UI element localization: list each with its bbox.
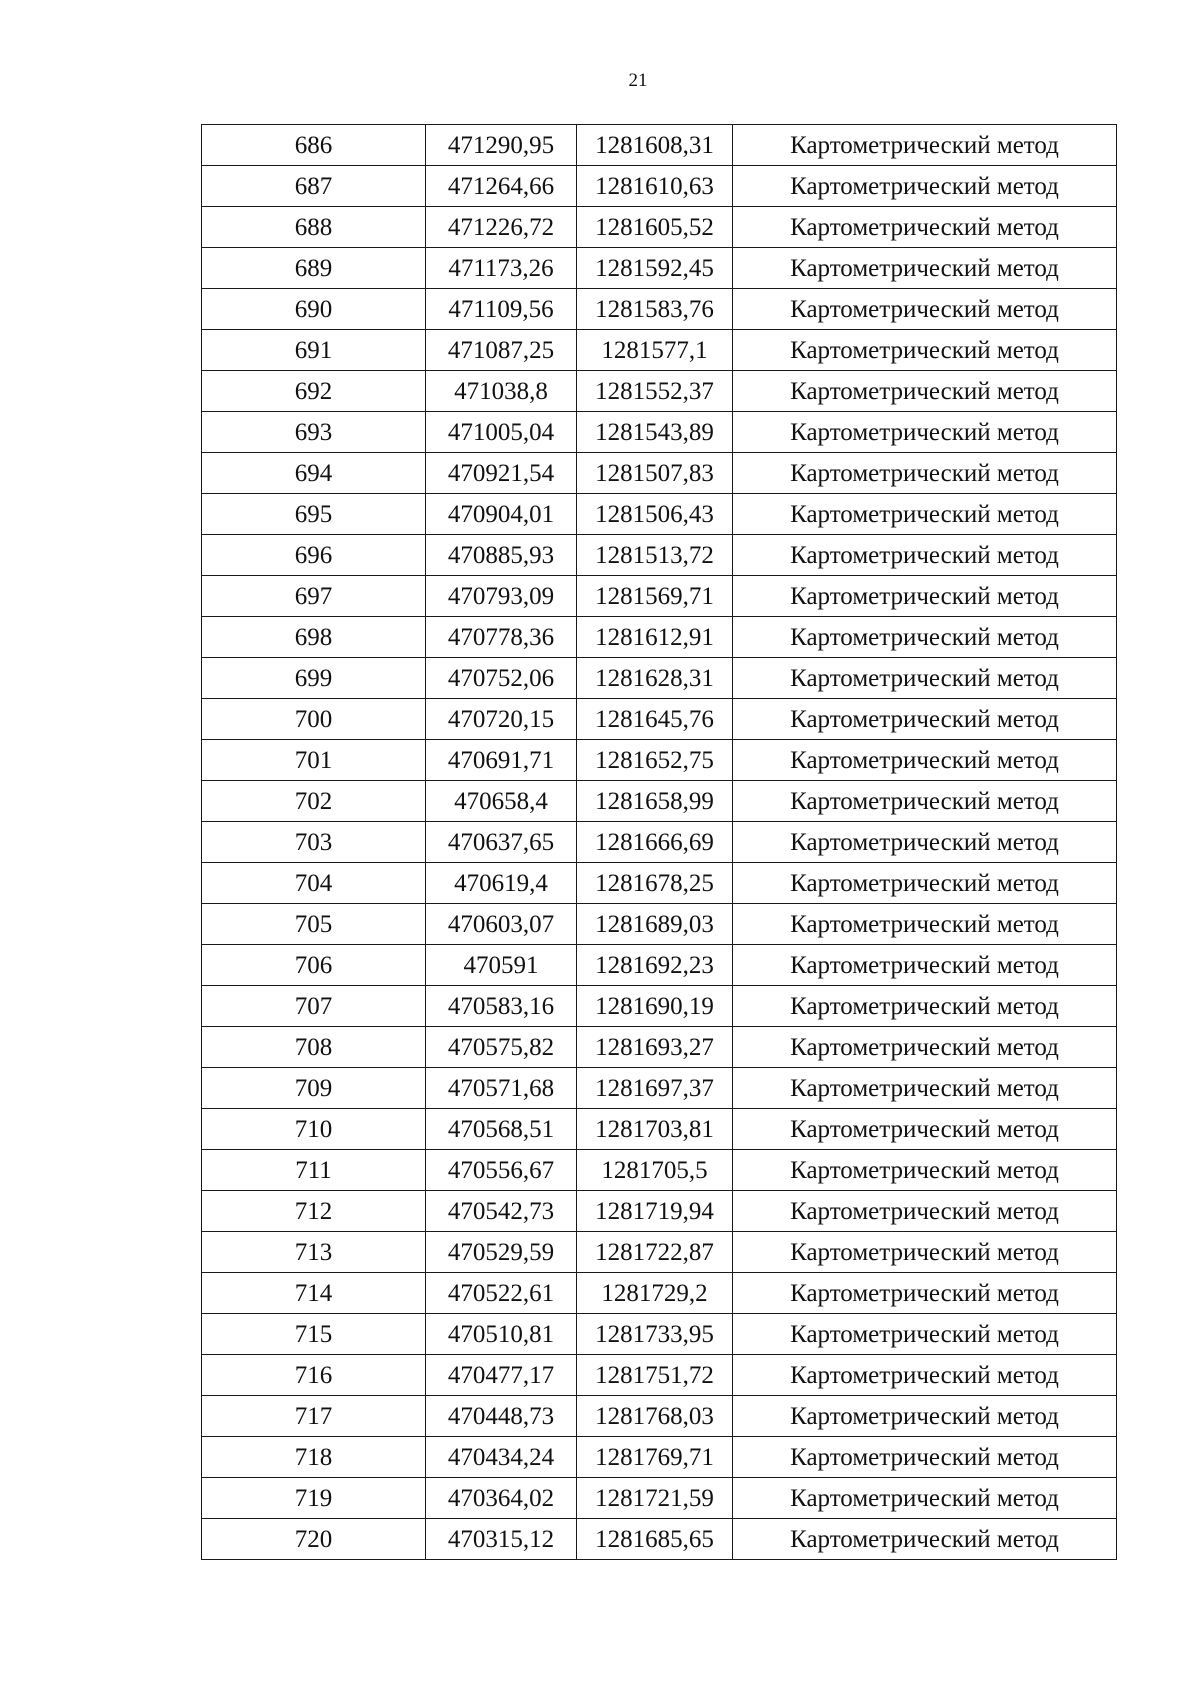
point-number-cell: 697 [202, 576, 426, 617]
table-row [202, 1191, 1117, 1232]
table-row [202, 658, 1117, 699]
x-coordinate-cell: 470591 [426, 945, 577, 986]
y-coordinate-cell: 1281693,27 [577, 1027, 733, 1068]
point-number-cell: 693 [202, 412, 426, 453]
point-number-cell: 704 [202, 863, 426, 904]
table-row [202, 576, 1117, 617]
method-cell: Картометрический метод [733, 699, 1117, 740]
y-coordinate-cell: 1281605,52 [577, 207, 733, 248]
method-cell: Картометрический метод [733, 1068, 1117, 1109]
table-row [202, 986, 1117, 1027]
x-coordinate-cell: 470542,73 [426, 1191, 577, 1232]
point-number-cell: 717 [202, 1396, 426, 1437]
table-row [202, 1478, 1117, 1519]
method-cell: Картометрический метод [733, 617, 1117, 658]
method-cell: Картометрический метод [733, 289, 1117, 330]
y-coordinate-cell: 1281768,03 [577, 1396, 733, 1437]
point-number-cell: 691 [202, 330, 426, 371]
method-cell: Картометрический метод [733, 1150, 1117, 1191]
table-row [202, 699, 1117, 740]
table-row [202, 166, 1117, 207]
method-cell: Картометрический метод [733, 822, 1117, 863]
method-cell: Картометрический метод [733, 125, 1117, 166]
point-number-cell: 692 [202, 371, 426, 412]
method-cell: Картометрический метод [733, 494, 1117, 535]
y-coordinate-cell: 1281751,72 [577, 1355, 733, 1396]
method-cell: Картометрический метод [733, 1027, 1117, 1068]
x-coordinate-cell: 471087,25 [426, 330, 577, 371]
x-coordinate-cell: 470619,4 [426, 863, 577, 904]
y-coordinate-cell: 1281513,72 [577, 535, 733, 576]
table-row [202, 535, 1117, 576]
x-coordinate-cell: 470752,06 [426, 658, 577, 699]
method-cell: Картометрический метод [733, 576, 1117, 617]
x-coordinate-cell: 470885,93 [426, 535, 577, 576]
x-coordinate-cell: 470315,12 [426, 1519, 577, 1560]
x-coordinate-cell: 470477,17 [426, 1355, 577, 1396]
table-row [202, 617, 1117, 658]
point-number-cell: 710 [202, 1109, 426, 1150]
method-cell: Картометрический метод [733, 1437, 1117, 1478]
y-coordinate-cell: 1281692,23 [577, 945, 733, 986]
y-coordinate-cell: 1281705,5 [577, 1150, 733, 1191]
y-coordinate-cell: 1281703,81 [577, 1109, 733, 1150]
y-coordinate-cell: 1281552,37 [577, 371, 733, 412]
y-coordinate-cell: 1281577,1 [577, 330, 733, 371]
y-coordinate-cell: 1281721,59 [577, 1478, 733, 1519]
point-number-cell: 705 [202, 904, 426, 945]
point-number-cell: 690 [202, 289, 426, 330]
table-row [202, 781, 1117, 822]
y-coordinate-cell: 1281543,89 [577, 412, 733, 453]
y-coordinate-cell: 1281506,43 [577, 494, 733, 535]
point-number-cell: 707 [202, 986, 426, 1027]
table-row [202, 1314, 1117, 1355]
method-cell: Картометрический метод [733, 781, 1117, 822]
table-row [202, 453, 1117, 494]
x-coordinate-cell: 470637,65 [426, 822, 577, 863]
table-row [202, 371, 1117, 412]
x-coordinate-cell: 470778,36 [426, 617, 577, 658]
table-row [202, 1232, 1117, 1273]
method-cell: Картометрический метод [733, 658, 1117, 699]
method-cell: Картометрический метод [733, 330, 1117, 371]
x-coordinate-cell: 470691,71 [426, 740, 577, 781]
method-cell: Картометрический метод [733, 1109, 1117, 1150]
y-coordinate-cell: 1281722,87 [577, 1232, 733, 1273]
point-number-cell: 716 [202, 1355, 426, 1396]
point-number-cell: 699 [202, 658, 426, 699]
y-coordinate-cell: 1281733,95 [577, 1314, 733, 1355]
point-number-cell: 719 [202, 1478, 426, 1519]
method-cell: Картометрический метод [733, 535, 1117, 576]
x-coordinate-cell: 470568,51 [426, 1109, 577, 1150]
point-number-cell: 703 [202, 822, 426, 863]
table-row [202, 412, 1117, 453]
x-coordinate-cell: 470603,07 [426, 904, 577, 945]
y-coordinate-cell: 1281612,91 [577, 617, 733, 658]
table-row [202, 1396, 1117, 1437]
table-row [202, 1068, 1117, 1109]
table-row [202, 1150, 1117, 1191]
point-number-cell: 696 [202, 535, 426, 576]
x-coordinate-cell: 470904,01 [426, 494, 577, 535]
y-coordinate-cell: 1281697,37 [577, 1068, 733, 1109]
method-cell: Картометрический метод [733, 248, 1117, 289]
point-number-cell: 694 [202, 453, 426, 494]
point-number-cell: 709 [202, 1068, 426, 1109]
x-coordinate-cell: 470793,09 [426, 576, 577, 617]
table-row [202, 1027, 1117, 1068]
point-number-cell: 698 [202, 617, 426, 658]
x-coordinate-cell: 470364,02 [426, 1478, 577, 1519]
x-coordinate-cell: 471109,56 [426, 289, 577, 330]
table-row [202, 1355, 1117, 1396]
x-coordinate-cell: 470575,82 [426, 1027, 577, 1068]
x-coordinate-cell: 470434,24 [426, 1437, 577, 1478]
table-row [202, 1437, 1117, 1478]
table-row [202, 822, 1117, 863]
method-cell: Картометрический метод [733, 1396, 1117, 1437]
table-row [202, 945, 1117, 986]
coordinates-table [201, 124, 1117, 1560]
x-coordinate-cell: 470921,54 [426, 453, 577, 494]
x-coordinate-cell: 471173,26 [426, 248, 577, 289]
point-number-cell: 713 [202, 1232, 426, 1273]
point-number-cell: 706 [202, 945, 426, 986]
x-coordinate-cell: 470658,4 [426, 781, 577, 822]
method-cell: Картометрический метод [733, 986, 1117, 1027]
method-cell: Картометрический метод [733, 371, 1117, 412]
table-row [202, 207, 1117, 248]
y-coordinate-cell: 1281583,76 [577, 289, 733, 330]
method-cell: Картометрический метод [733, 945, 1117, 986]
point-number-cell: 695 [202, 494, 426, 535]
y-coordinate-cell: 1281690,19 [577, 986, 733, 1027]
y-coordinate-cell: 1281628,31 [577, 658, 733, 699]
table-row [202, 1109, 1117, 1150]
x-coordinate-cell: 471005,04 [426, 412, 577, 453]
method-cell: Картометрический метод [733, 166, 1117, 207]
y-coordinate-cell: 1281729,2 [577, 1273, 733, 1314]
x-coordinate-cell: 470556,67 [426, 1150, 577, 1191]
method-cell: Картометрический метод [733, 1232, 1117, 1273]
x-coordinate-cell: 470522,61 [426, 1273, 577, 1314]
y-coordinate-cell: 1281678,25 [577, 863, 733, 904]
y-coordinate-cell: 1281719,94 [577, 1191, 733, 1232]
table-row [202, 289, 1117, 330]
y-coordinate-cell: 1281685,65 [577, 1519, 733, 1560]
point-number-cell: 720 [202, 1519, 426, 1560]
y-coordinate-cell: 1281769,71 [577, 1437, 733, 1478]
table-row [202, 494, 1117, 535]
point-number-cell: 715 [202, 1314, 426, 1355]
y-coordinate-cell: 1281610,63 [577, 166, 733, 207]
table-row [202, 125, 1117, 166]
table-row [202, 330, 1117, 371]
point-number-cell: 687 [202, 166, 426, 207]
table-row [202, 248, 1117, 289]
y-coordinate-cell: 1281689,03 [577, 904, 733, 945]
x-coordinate-cell: 470571,68 [426, 1068, 577, 1109]
table-row [202, 1273, 1117, 1314]
point-number-cell: 718 [202, 1437, 426, 1478]
point-number-cell: 700 [202, 699, 426, 740]
y-coordinate-cell: 1281645,76 [577, 699, 733, 740]
x-coordinate-cell: 471264,66 [426, 166, 577, 207]
y-coordinate-cell: 1281666,69 [577, 822, 733, 863]
point-number-cell: 714 [202, 1273, 426, 1314]
point-number-cell: 701 [202, 740, 426, 781]
point-number-cell: 689 [202, 248, 426, 289]
method-cell: Картометрический метод [733, 412, 1117, 453]
method-cell: Картометрический метод [733, 1273, 1117, 1314]
method-cell: Картометрический метод [733, 863, 1117, 904]
method-cell: Картометрический метод [733, 1519, 1117, 1560]
x-coordinate-cell: 470448,73 [426, 1396, 577, 1437]
page-number: 21 [628, 70, 648, 91]
y-coordinate-cell: 1281507,83 [577, 453, 733, 494]
method-cell: Картометрический метод [733, 1478, 1117, 1519]
table-row [202, 1519, 1117, 1560]
table-row [202, 904, 1117, 945]
x-coordinate-cell: 470583,16 [426, 986, 577, 1027]
method-cell: Картометрический метод [733, 904, 1117, 945]
table-row [202, 863, 1117, 904]
point-number-cell: 688 [202, 207, 426, 248]
y-coordinate-cell: 1281658,99 [577, 781, 733, 822]
y-coordinate-cell: 1281569,71 [577, 576, 733, 617]
y-coordinate-cell: 1281592,45 [577, 248, 733, 289]
x-coordinate-cell: 471226,72 [426, 207, 577, 248]
y-coordinate-cell: 1281652,75 [577, 740, 733, 781]
x-coordinate-cell: 470720,15 [426, 699, 577, 740]
point-number-cell: 712 [202, 1191, 426, 1232]
point-number-cell: 711 [202, 1150, 426, 1191]
point-number-cell: 686 [202, 125, 426, 166]
x-coordinate-cell: 471038,8 [426, 371, 577, 412]
table-row [202, 740, 1117, 781]
point-number-cell: 702 [202, 781, 426, 822]
method-cell: Картометрический метод [733, 740, 1117, 781]
method-cell: Картометрический метод [733, 207, 1117, 248]
x-coordinate-cell: 470529,59 [426, 1232, 577, 1273]
y-coordinate-cell: 1281608,31 [577, 125, 733, 166]
point-number-cell: 708 [202, 1027, 426, 1068]
x-coordinate-cell: 470510,81 [426, 1314, 577, 1355]
method-cell: Картометрический метод [733, 1191, 1117, 1232]
method-cell: Картометрический метод [733, 1314, 1117, 1355]
coordinates-table-body [202, 125, 1117, 1560]
x-coordinate-cell: 471290,95 [426, 125, 577, 166]
method-cell: Картометрический метод [733, 1355, 1117, 1396]
method-cell: Картометрический метод [733, 453, 1117, 494]
